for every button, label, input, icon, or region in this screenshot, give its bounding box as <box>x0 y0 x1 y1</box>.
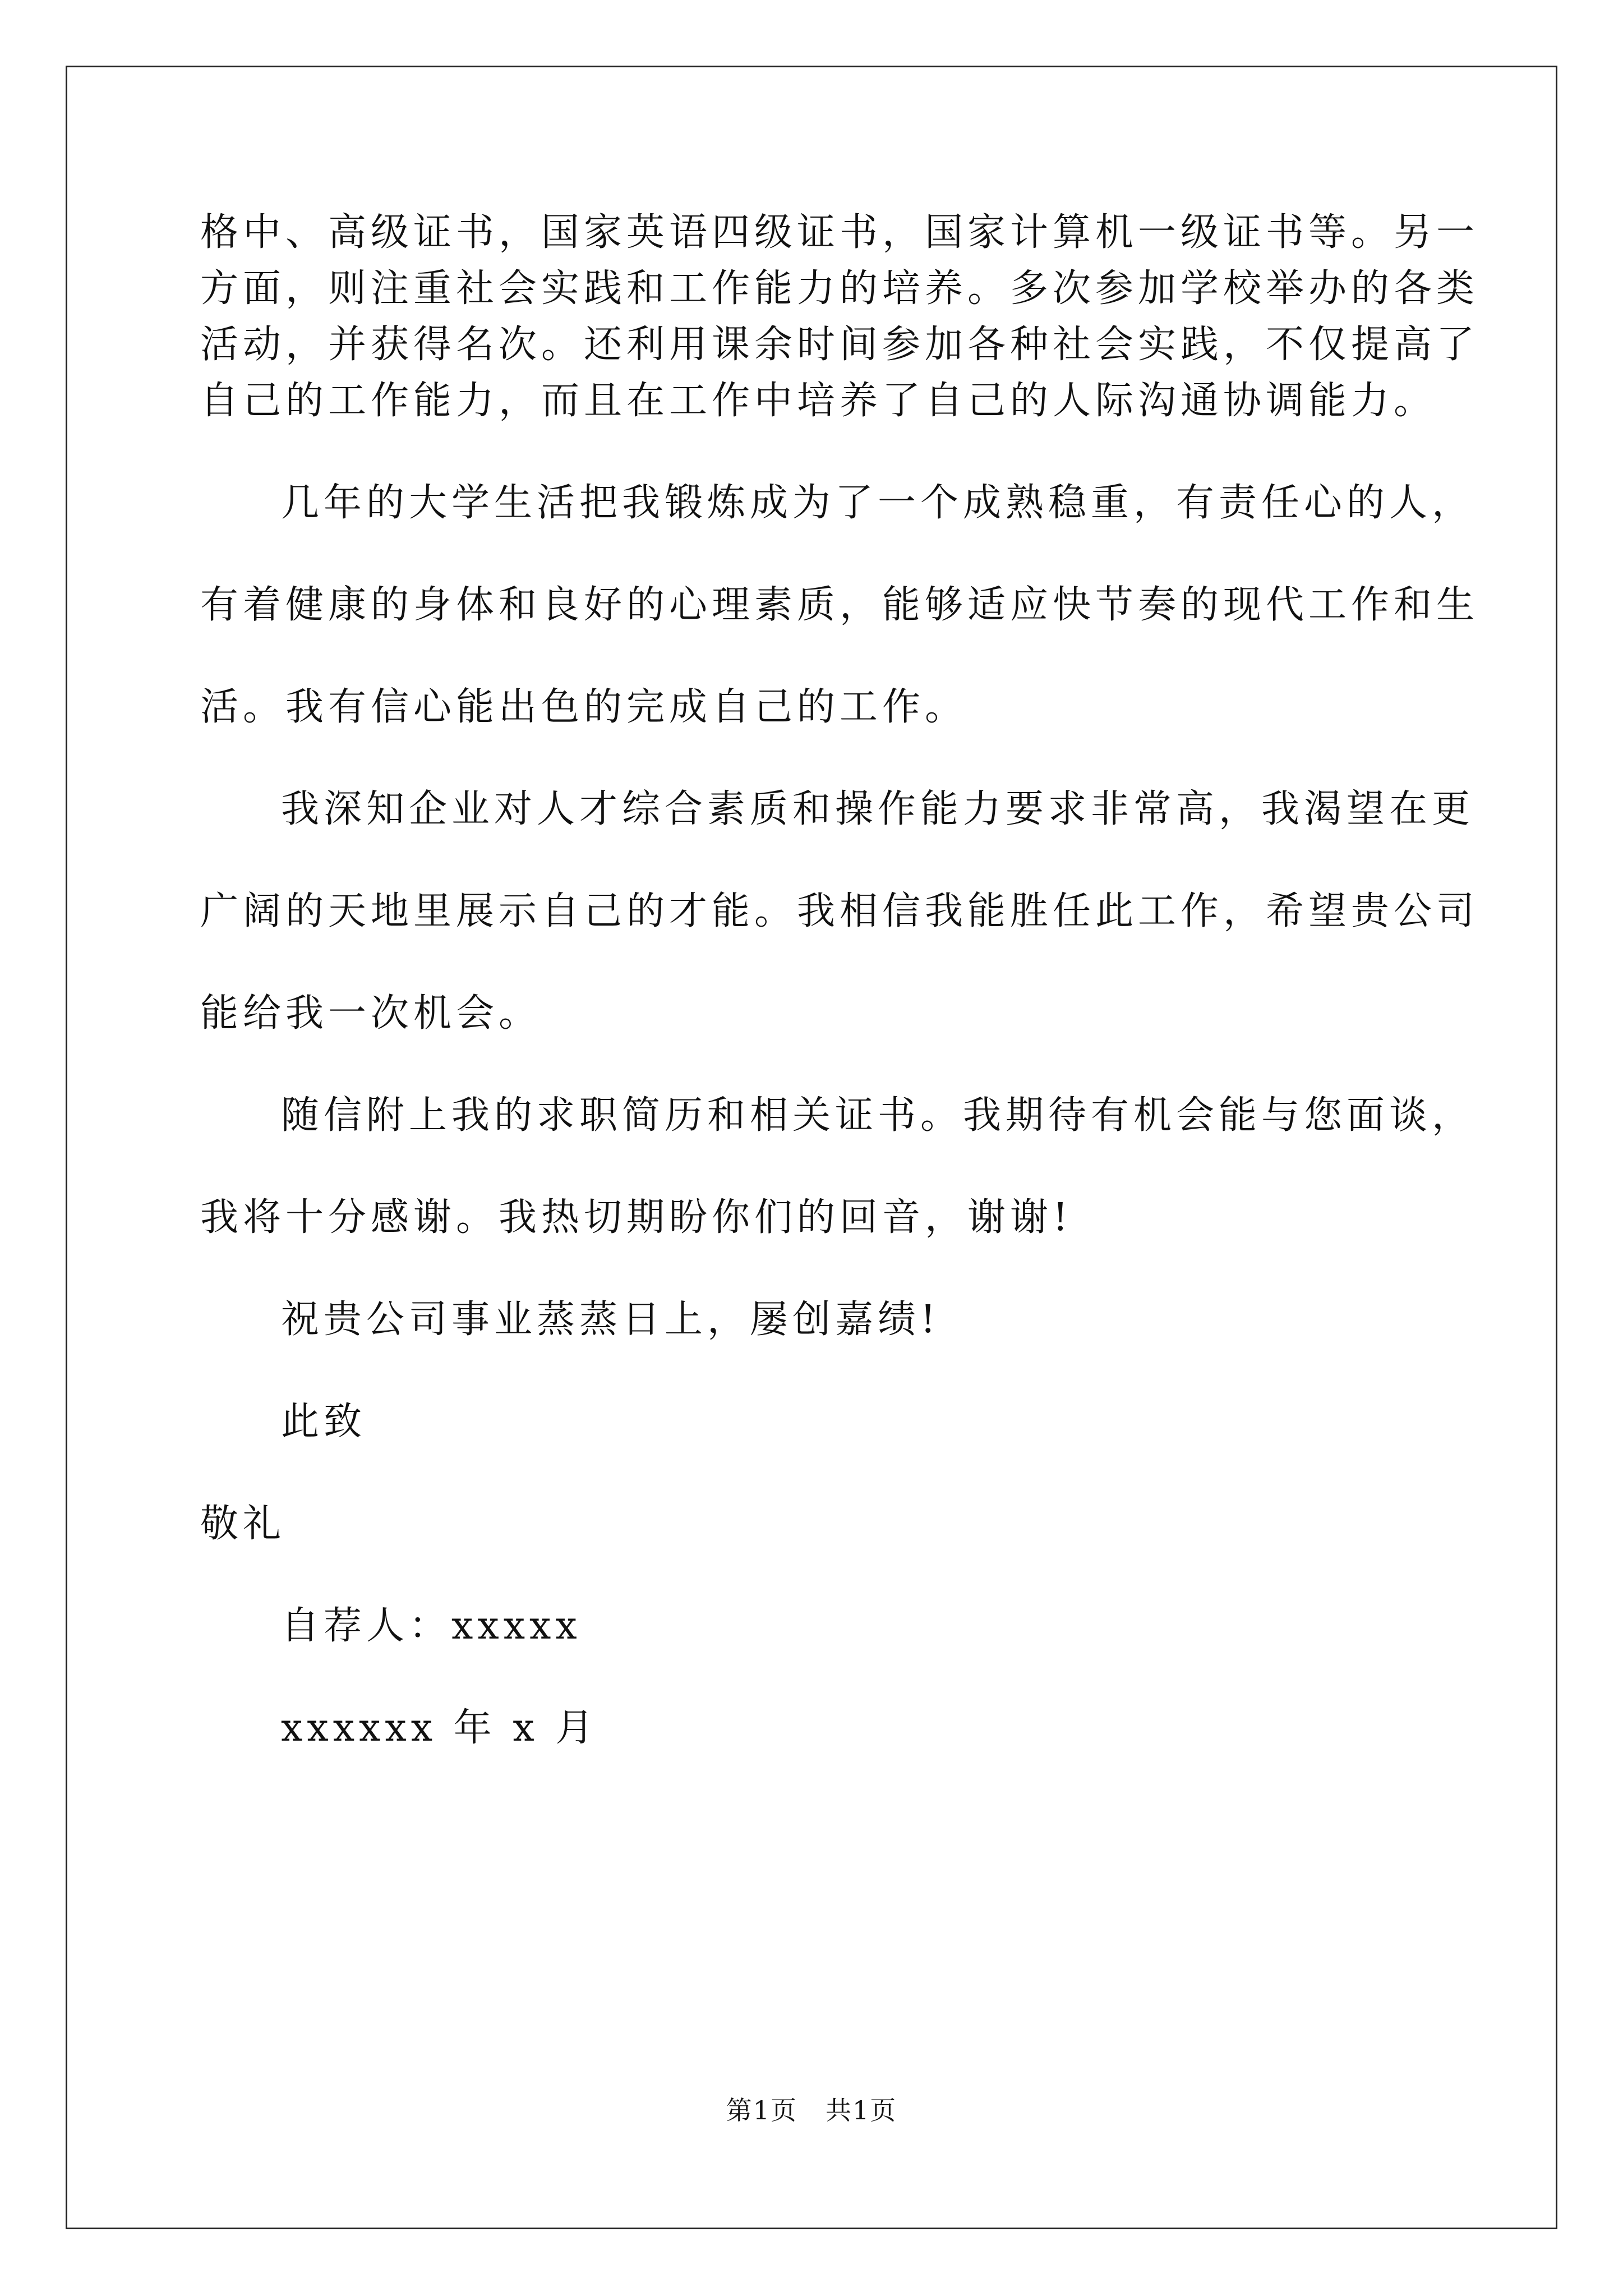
closing-salutation <box>200 1394 1423 1450</box>
text-line: 自己的工作能力，而且在工作中培养了自己的人际沟通协调能力。 <box>200 379 1437 423</box>
text-line: 活。我有信心能出色的完成自己的工作。 <box>200 685 968 729</box>
signature <box>200 1598 1423 1654</box>
text-line: 祝贵公司事业蒸蒸日上，屡创嘉绩! <box>281 1297 940 1342</box>
text-line: xxxxxx 年 x 月 <box>281 1706 598 1750</box>
text-line: 活动，并获得名次。还利用课余时间参加各种社会实践，不仅提高了 <box>200 323 1479 367</box>
date <box>200 1700 1423 1756</box>
closing-regards <box>200 1496 1423 1552</box>
text-line: 自荐人：xxxxx <box>281 1604 582 1648</box>
text-line: 有着健康的身体和良好的心理素质，能够适应快节奏的现代工作和生 <box>200 583 1479 627</box>
paragraph-aspiration <box>200 781 1479 1042</box>
paragraph-attachments <box>200 1088 1475 1246</box>
text-line: 我深知企业对人才综合素质和操作能力要求非常高，我渴望在更 <box>281 787 1475 831</box>
paragraph-wishes <box>200 1292 1423 1348</box>
paragraph-qualifications <box>200 205 1479 429</box>
page-number: 第1页 <box>726 2095 797 2125</box>
letter-body <box>200 205 1479 1756</box>
text-line: 敬礼 <box>200 1502 286 1546</box>
page-total: 共1页 <box>826 2095 897 2125</box>
text-line: 格中、高级证书，国家英语四级证书，国家计算机一级证书等。另一 <box>200 210 1479 255</box>
page-footer <box>0 2093 1623 2127</box>
text-line: 能给我一次机会。 <box>200 991 542 1036</box>
text-line: 我将十分感谢。我热切期盼你们的回音，谢谢! <box>200 1195 1073 1240</box>
text-line: 广阔的天地里展示自己的才能。我相信我能胜任此工作，希望贵公司 <box>200 889 1479 933</box>
paragraph-personality <box>200 475 1479 735</box>
text-line: 方面，则注重社会实践和工作能力的培养。多次参加学校举办的各类 <box>200 266 1479 311</box>
text-line: 随信附上我的求职简历和相关证书。我期待有机会能与您面谈， <box>281 1093 1475 1138</box>
text-line: 几年的大学生活把我锻炼成为了一个成熟稳重，有责任心的人， <box>281 481 1475 525</box>
text-line: 此致 <box>281 1400 367 1444</box>
